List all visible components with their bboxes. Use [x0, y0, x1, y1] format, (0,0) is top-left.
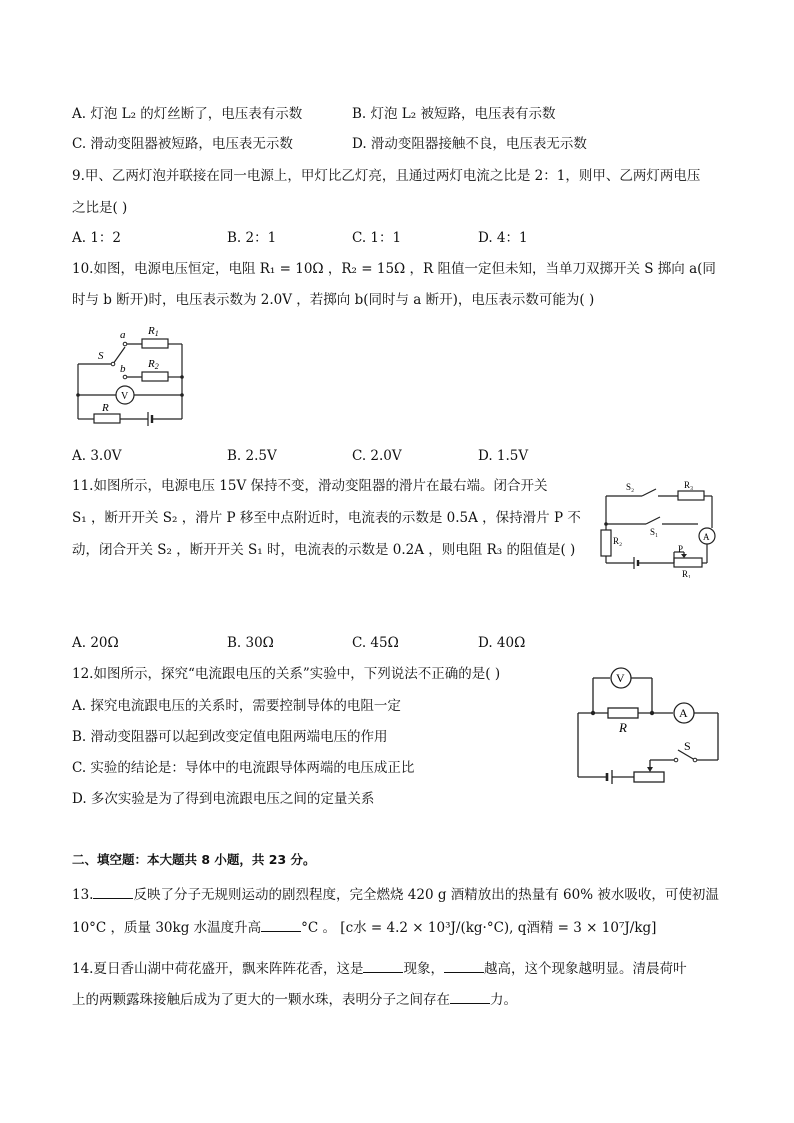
- q12-stem: 12.如图所示，探究“电流跟电压的关系”实验中，下列说法不正确的是( ): [72, 666, 501, 682]
- q11-label-s2: S₂: [626, 482, 635, 492]
- q14-line1: [72, 958, 686, 979]
- q12-voltmeter-label: V: [616, 671, 625, 685]
- q11-label-r3: R₃: [684, 480, 694, 490]
- q11-label-s1: S₁: [650, 527, 659, 537]
- q13-text-2: 10°C ，质量 30kg 水温度升高: [72, 920, 262, 936]
- q10-label-r1: R1: [148, 325, 159, 338]
- q10-option-a: A. 3.0V: [72, 448, 122, 464]
- q11-stem-line2: S₁ ，断开开关 S₂ ，滑片 P 移至中点附近时，电流表的示数是 0.5A ，保持滑片 P 不: [72, 510, 581, 526]
- q13-text-3: °C 。 [c水 = 4.2 × 10³J/(kg·°C), q酒精 = 3 × 10⁷J/kg]: [301, 920, 657, 936]
- q14-text-4: 上的两颗露珠接触后成为了更大的一颗水珠，表明分子之间存在: [72, 992, 450, 1008]
- q11-stem-line1: 11.如图所示，电源电压 15V 保持不变，滑动变阻器的滑片在最右端。闭合开关: [72, 478, 548, 494]
- q12-option-a: A. 探究电流跟电压的关系时，需要控制导体的电阻一定: [72, 698, 401, 714]
- q13-blank-2[interactable]: [261, 917, 301, 932]
- q10-voltmeter-label: V: [121, 391, 129, 402]
- q13-blank-1[interactable]: [93, 884, 133, 899]
- q12-ammeter-label: A: [679, 706, 688, 720]
- q11-option-a: A. 20Ω: [72, 635, 119, 651]
- q12-option-c: C. 实验的结论是：导体中的电流跟导体两端的电压成正比: [72, 760, 415, 776]
- q14-text-2: 现象，: [403, 961, 444, 977]
- q14-blank-3[interactable]: [450, 989, 490, 1004]
- q9-option-c: C. 1：1: [352, 230, 402, 246]
- q10-label-r: R: [102, 402, 109, 414]
- q10-circuit-diagram: [70, 322, 190, 427]
- q10-stem-line1: 10.如图，电源电压恒定，电阻 R₁ = 10Ω ，R₂ = 15Ω ，R 阻值一定但未知，当单刀双掷开关 S 掷向 a(同: [72, 261, 716, 277]
- section-heading-fill-in: 二、填空题：本大题共 8 小题，共 23 分。: [72, 852, 316, 867]
- q10-option-d: D. 1.5V: [478, 448, 529, 464]
- q11-stem-line3: 动，闭合开关 S₂ ，断开开关 S₁ 时，电流表的示数是 0.2A ，则电阻 R₃ 的阻值是( ): [72, 542, 576, 558]
- q14-blank-1[interactable]: [363, 958, 403, 973]
- q10-label-s: S: [98, 350, 104, 362]
- q10-stem-line2: 时与 b 断开)时，电压表示数为 2.0V ，若掷向 b(同时与 a 断开)，电压表示数可能为( ): [72, 292, 595, 308]
- q9-stem-line2: 之比是( ): [72, 200, 128, 216]
- q11-ammeter-label: A: [703, 532, 710, 542]
- q10-label-r2: R2: [148, 358, 159, 371]
- q12-label-s: S: [684, 739, 691, 753]
- q14-text-1: 14.夏日香山湖中荷花盛开，飘来阵阵花香，这是: [72, 961, 364, 977]
- q11-option-c: C. 45Ω: [352, 635, 399, 651]
- q14-line2: [72, 989, 517, 1010]
- q10-label-b: b: [120, 363, 126, 375]
- q12-circuit-diagram: [570, 664, 730, 786]
- q8-option-c: C. 滑动变阻器被短路，电压表无示数: [72, 136, 293, 152]
- q14-blank-2[interactable]: [444, 958, 484, 973]
- q10-option-b: B. 2.5V: [227, 448, 277, 464]
- q11-option-b: B. 30Ω: [227, 635, 274, 651]
- q8-option-d: D. 滑动变阻器接触不良，电压表无示数: [352, 136, 587, 152]
- q9-option-b: B. 2：1: [227, 230, 277, 246]
- q8-option-b: B. 灯泡 L₂ 被短路，电压表有示数: [352, 106, 556, 122]
- q11-circuit-diagram: [596, 478, 726, 578]
- q11-option-d: D. 40Ω: [478, 635, 526, 651]
- q13-line1: [72, 884, 719, 905]
- q9-option-a: A. 1：2: [72, 230, 122, 246]
- q11-label-r1: R₁: [682, 569, 692, 578]
- q12-option-d: D. 多次实验是为了得到电流跟电压之间的定量关系: [72, 791, 375, 807]
- q9-stem-line1: 9.甲、乙两灯泡并联接在同一电源上，甲灯比乙灯亮，且通过两灯电流之比是 2：1，则甲、乙两灯两电压: [72, 168, 701, 184]
- q10-label-a: a: [120, 329, 126, 341]
- q14-text-3: 越高，这个现象越明显。清晨荷叶: [483, 961, 687, 977]
- q11-label-p: P: [678, 544, 684, 554]
- q13-number: 13.: [72, 887, 94, 903]
- q13-text-1: 反映了分子无规则运动的剧烈程度，完全燃烧 420 g 酒精放出的热量有 60% 被水吸收，可使初温: [133, 887, 719, 903]
- q12-option-b: B. 滑动变阻器可以起到改变定值电阻两端电压的作用: [72, 729, 388, 745]
- q11-label-r2: R₂: [613, 536, 623, 546]
- q14-text-5: 力。: [490, 992, 517, 1008]
- q13-line2: [72, 917, 656, 938]
- q12-label-r: R: [619, 720, 627, 735]
- q9-option-d: D. 4：1: [478, 230, 528, 246]
- q8-option-a: A. 灯泡 L₂ 的灯丝断了，电压表有示数: [72, 106, 303, 122]
- q10-option-c: C. 2.0V: [352, 448, 402, 464]
